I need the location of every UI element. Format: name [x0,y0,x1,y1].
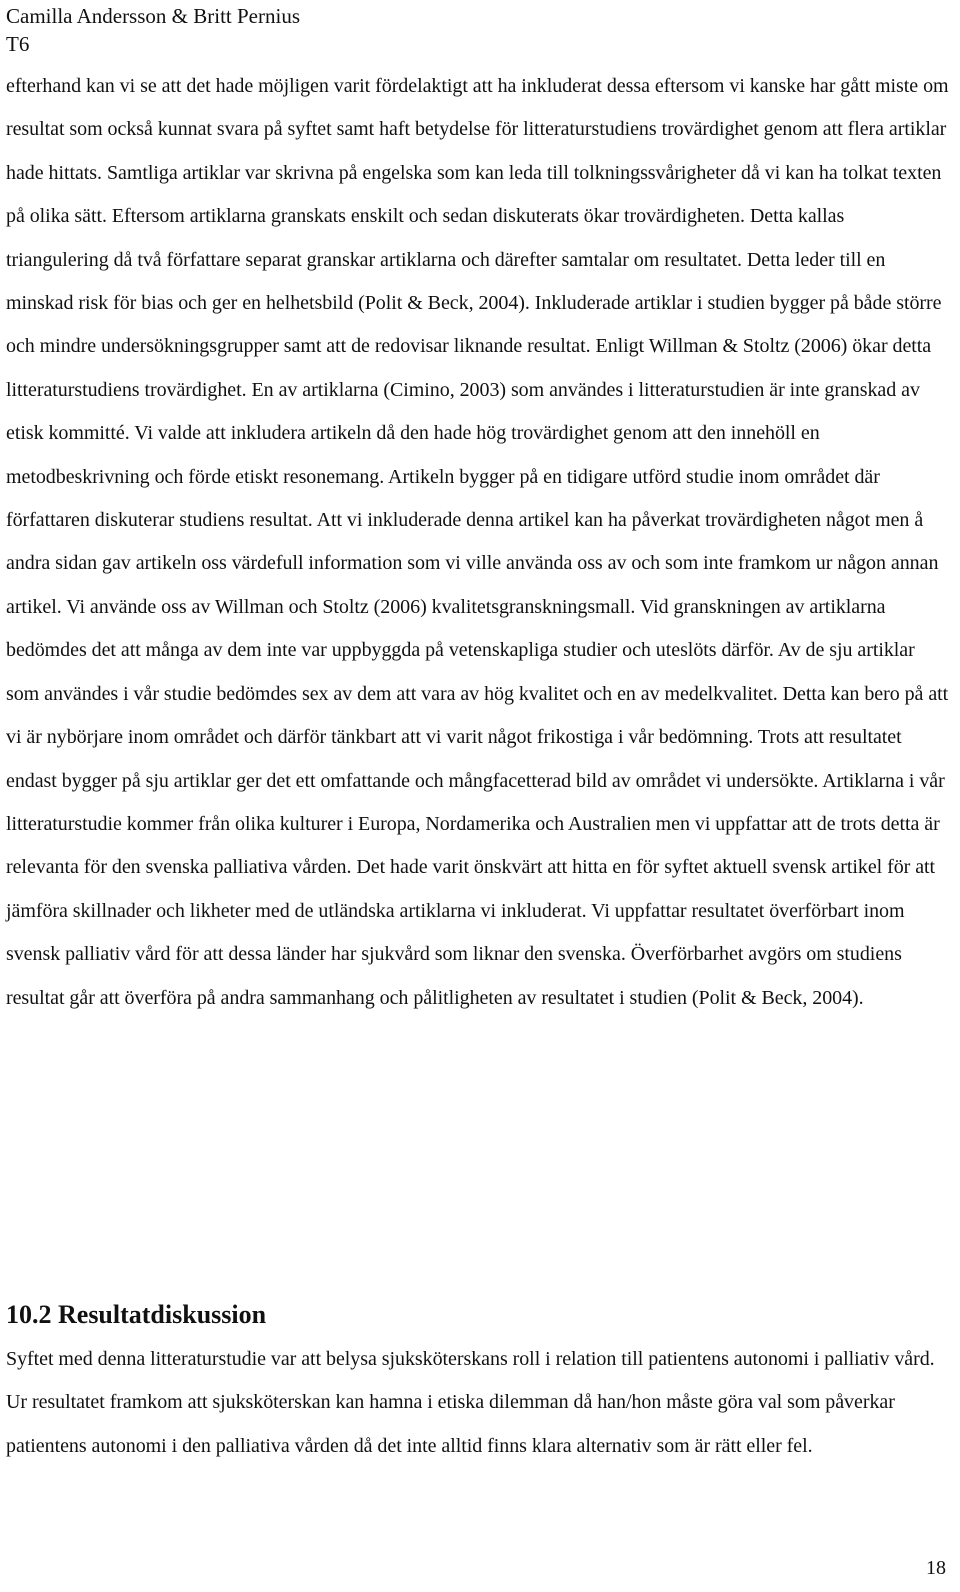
page-number: 18 [926,1557,946,1579]
header-code: T6 [6,32,30,56]
page-header [6,2,300,58]
section-paragraph: Syftet med denna litteraturstudie var att belysa sjuksköterskans roll i relation till patientens autonomi i palliativ vård. Ur resultatet framkom att sjuksköterskan kan hamna i etiska dilemman då han/hon måste göra val som påverkar patientens autonomi i den palliativa vården då det inte alltid finns klara alternativ som är rätt eller fel. [6,1348,935,1457]
body-paragraph: efterhand kan vi se att det hade möjligen varit fördelaktigt att ha inkluderat dessa eftersom vi kanske har gått miste om resultat som också kunnat svara på syftet samt haft betydelse för litteraturstudiens trovärdighet genom att flera artiklar hade hittats. Samtliga artiklar var skrivna på engelska som kan leda till tolkningssvårigheter då vi kan ha tolkat texten på olika sätt. Eftersom artiklarna granskats enskilt och sedan diskuterats ökar trovärdigheten. Detta kallas triangulering då två författare separat granskar artiklarna och därefter samtalar om resultatet. Detta leder till en minskad risk för bias och ger en helhetsbild (Polit & Beck, 2004). Inkluderade artiklar i studien bygger på både större och mindre undersökningsgrupper samt att de redovisar liknande resultat. Enligt Willman & Stoltz (2006) ökar detta litteraturstudiens trovärdighet. En av artiklarna (Cimino, 2003) som användes i litteraturstudien är inte granskad av etisk kommitté. Vi valde att inkludera artikeln då den hade hög trovärdighet genom att den innehöll en metodbeskrivning och förde etiskt resonemang. Artikeln bygger på en tidigare utförd studie inom området där författaren diskuterar studiens resultat. Att vi inkluderade denna artikel kan ha påverkat trovärdigheten något men å andra sidan gav artikeln oss värdefull information som vi ville använda oss av och som inte framkom ur någon annan artikel. Vi använde oss av Willman och Stoltz (2006) kvalitetsgranskningsmall. Vid granskningen av artiklarna bedömdes det att många av dem inte var uppbyggda på vetenskapliga studier och uteslöts därför. Av de sju artiklar som användes i vår studie bedömdes sex av dem att vara av hög kvalitet och en av medelkvalitet. Detta kan bero på att vi är nybörjare inom området och därför tänkbart att vi varit något frikostiga i vår bedömning. Trots att resultatet endast bygger på sju artiklar ger det ett omfattande och mångfacetterad bild av området vi undersökte. Artiklarna i vår litteraturstudie kommer från olika kulturer i Europa, Nordamerika och Australien men vi uppfattar att de trots detta är relevanta för den svenska palliativa vården. Det hade varit önskvärt att hitta en för syftet aktuell svensk artikel för att jämföra skillnader och likheter med de utländska artiklarna vi inkluderat. Vi uppfattar resultatet överförbart inom svensk palliativ vård för att dessa länder har sjukvård som liknar den svenska. Överförbarhet avgörs om studiens resultat går att överföra på andra sammanhang och pålitligheten av resultatet i studien (Polit & Beck, 2004). [6,75,949,1009]
section-heading: 10.2 Resultatdiskussion [6,1300,267,1329]
header-authors: Camilla Andersson & Britt Pernius [6,4,300,28]
